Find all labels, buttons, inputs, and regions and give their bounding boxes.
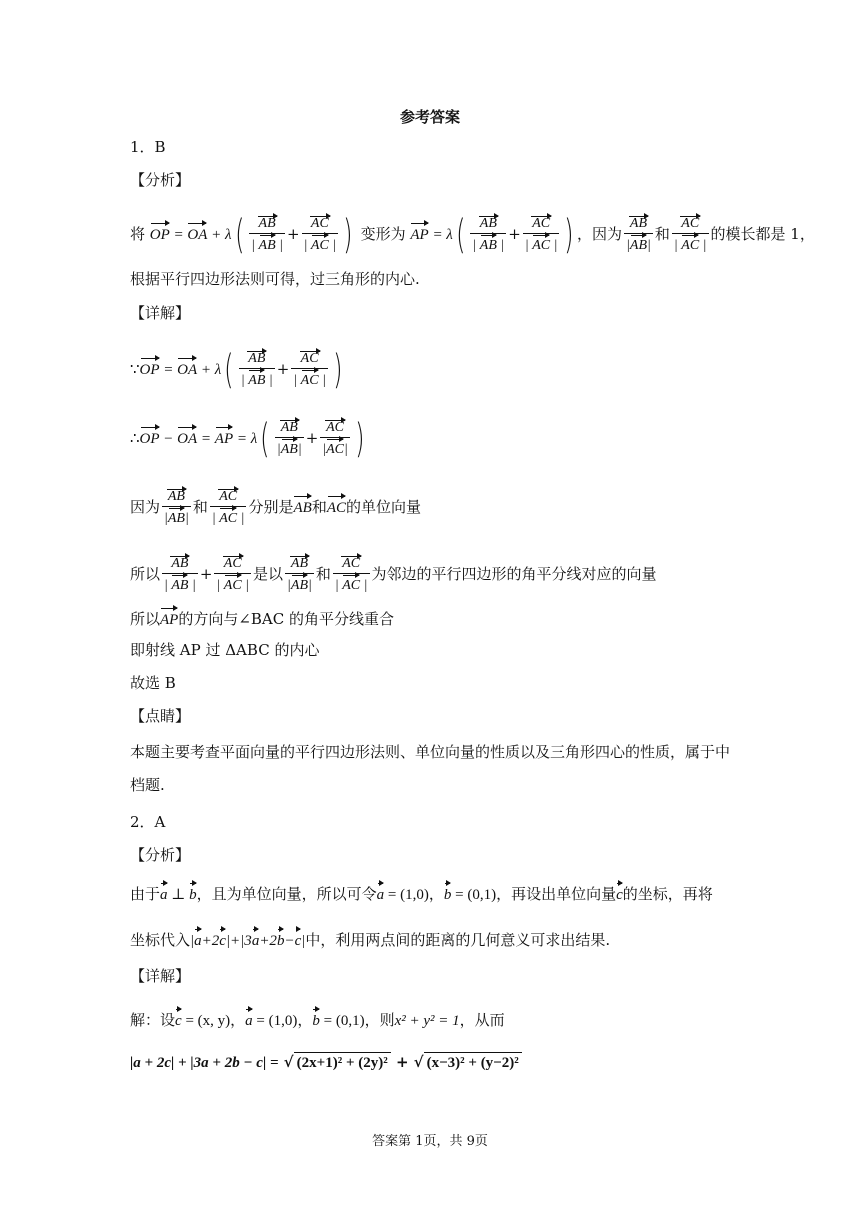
- text: 因为: [130, 498, 161, 516]
- ray-line: 即射线 AP 过 ΔABC 的内心: [130, 641, 320, 659]
- a-coord: = (1,0): [256, 1013, 298, 1029]
- text: 所以: [130, 565, 161, 583]
- choose-line: 故选 B: [130, 674, 176, 692]
- text: ，再设出单位向量: [496, 885, 617, 903]
- detail-label: 【详解】: [130, 304, 191, 322]
- text: 为邻边的平行四边形的角平分线对应的向量: [371, 565, 657, 583]
- text: ，从而: [459, 1011, 505, 1029]
- page-footer: 答案第 1页，共 9页: [372, 1134, 488, 1149]
- text: ，且为单位向量，所以可令: [196, 885, 377, 903]
- analysis2-line-2: 坐标代入|a+2c|+|3a+2b−c|中，利用两点间的距离的几何意义可求出结果.: [130, 928, 610, 951]
- because-symbol: ∵: [130, 360, 140, 378]
- text: 的方向与∠BAC 的角平分线重合: [178, 610, 395, 628]
- text: 是以: [253, 565, 284, 583]
- text: 的模长都是 1，: [710, 225, 815, 243]
- text: 的坐标，再将: [622, 885, 713, 903]
- detail-line-2: ∴OP − OA = AP = λ( $\frac{AB}{|AB|}$ + $\frac{AC}{|AC|}$ ): [130, 416, 365, 462]
- comment-line-2: 档题.: [130, 776, 165, 794]
- sqrt-term-1: (2x+1)² + (2y)²: [294, 1052, 391, 1073]
- text: ，: [428, 885, 444, 903]
- question-1-answer: 1．B: [130, 138, 166, 156]
- text: 和: [315, 565, 331, 583]
- unit-vector-line: 因为 $\frac{AB}{|AB|}$ 和 $\frac{AC}{| AC |}$ 分别是AB和AC的单位向量: [130, 489, 422, 526]
- c-coord: = (x, y): [185, 1013, 231, 1029]
- text: 将: [130, 225, 146, 243]
- text: 坐标代入: [130, 931, 191, 949]
- text: 和: [654, 225, 670, 243]
- analysis2-line-1: 由于a ⊥ b，且为单位向量，所以可令a = (1,0)，b = (0,1)，再设出单位向量c的坐标，再将: [130, 882, 713, 905]
- page-title: 参考答案: [399, 108, 460, 126]
- analysis-line-1: 将 OP = OA + λ( $\frac{AB}{| AB |}$ + $\frac{AC}{| AC |}$ ) 变形为 AP = λ( $\frac{AB}{| AB |}$ + $\frac{AC}{| AC |}$ ) ，因为 $\frac{AB}{|AB|}$ 和 $\frac{AC}{| AC |}$ 的模长都是 1，: [130, 212, 815, 258]
- text: 由于: [130, 885, 161, 903]
- detail-line-1: ∵OP = OA + λ( $\frac{AB}{| AB |}$ + $\frac{AC}{| AC |}$ ): [130, 347, 343, 393]
- text: 分别是: [248, 498, 294, 516]
- b-coord: = (0,1): [323, 1013, 365, 1029]
- text: ，: [297, 1011, 313, 1029]
- sqrt-term-2: (x−3)² + (y−2)²: [424, 1052, 522, 1073]
- expr-left: |a + 2c| + |3a + 2b − c| =: [130, 1055, 279, 1071]
- text: ，因为: [577, 225, 623, 243]
- detail-label-2: 【详解】: [130, 967, 191, 985]
- analysis-label: 【分析】: [130, 171, 191, 189]
- analysis-label-2: 【分析】: [130, 846, 191, 864]
- distance-expression: |a + 2c| + |3a + 2b − c| = √ (2x+1)² + (2y)² + √ (x−3)² + (y−2)²: [130, 1052, 522, 1073]
- text: 中，利用两点间的距离的几何意义可求出结果.: [305, 931, 611, 949]
- comment-line-1: 本题主要考查平面向量的平行四边形法则、单位向量的性质以及三角形四心的性质，属于中: [130, 743, 731, 761]
- text: ，: [230, 1011, 246, 1029]
- text: 解：设: [130, 1011, 176, 1029]
- question-2-answer: 2．A: [130, 813, 166, 831]
- text: 和: [192, 498, 208, 516]
- text: 和: [311, 498, 327, 516]
- therefore-symbol: ∴: [130, 429, 140, 447]
- text: 的单位向量: [346, 498, 422, 516]
- a-coord: = (1,0): [387, 887, 429, 903]
- parallelogram-line: 所以 $\frac{AB}{| AB |}$ + $\frac{AC}{| AC |}$ 是以 $\frac{AB}{|AB|}$ 和 $\frac{AC}{| AC |}$ 为邻边的平行四边形的角平分线对应的向量: [130, 556, 657, 593]
- circle-equation: x² + y² = 1: [394, 1013, 460, 1029]
- analysis-line-2: 根据平行四边形法则可得，过三角形的内心.: [130, 270, 420, 288]
- detail2-line-1: 解：设c = (x, y)，a = (1,0)，b = (0,1)，则x² + y² = 1，从而: [130, 1008, 505, 1031]
- text: ，则: [364, 1011, 395, 1029]
- b-coord: = (0,1): [455, 887, 497, 903]
- direction-line: 所以AP的方向与∠BAC 的角平分线重合: [130, 607, 394, 630]
- text: 所以: [130, 610, 161, 628]
- comment-label: 【点睛】: [130, 707, 191, 725]
- text: 变形为: [360, 225, 406, 243]
